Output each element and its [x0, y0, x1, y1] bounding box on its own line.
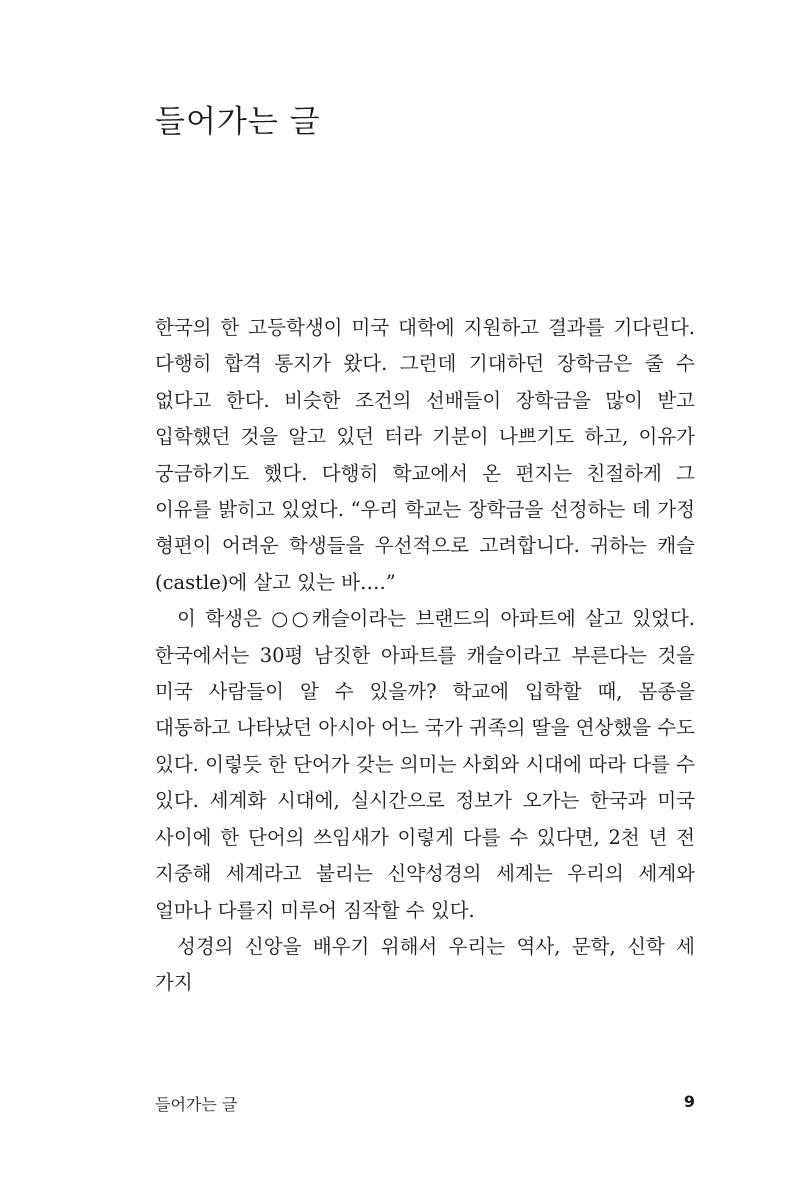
- body-text: [155, 310, 695, 1002]
- paragraph-1: 한국의 한 고등학생이 미국 대학에 지원하고 결과를 기다린다. 다행히 합격 통지가 왔다. 그런데 기대하던 장학금은 줄 수 없다고 한다. 비슷한 조건의 선배들이 장학금을 많이 받고 입학했던 것을 알고 있던 터라 기분이 나쁘기도 하고, 이유가 궁금하기도 했다. 다행히 학교에서 온 편지는 친절하게 그 이유를 밝히고 있었다. “우리 학교는 장학금을 선정하는 데 가정 형편이 어려운 학생들을 우선적으로 고려합니다. 귀하는 캐슬(castle)에 살고 있는 바….”: [155, 316, 695, 594]
- paragraph-3: 성경의 신앙을 배우기 위해서 우리는 역사, 문학, 신학 세 가지: [155, 934, 695, 995]
- paragraph-2: 이 학생은 ○○캐슬이라는 브랜드의 아파트에 살고 있었다. 한국에서는 30평 남짓한 아파트를 캐슬이라고 부른다는 것을 미국 사람들이 알 수 있을까? 학교에 입학할 때, 몸종을 대동하고 나타났던 아시아 어느 국가 귀족의 딸을 연상했을 수도 있다. 이렇듯 한 단어가 갖는 의미는 사회와 시대에 따라 다를 수 있다. 세계화 시대에, 실시간으로 정보가 오가는 한국과 미국 사이에 한 단어의 쓰임새가 이렇게 다를 수 있다면, 2천 년 전 지중해 세계라고 불리는 신약성경의 세계는 우리의 세계와 얼마나 다를지 미루어 짐작할 수 있다.: [155, 607, 695, 922]
- running-title: 들어가는 글: [155, 1095, 238, 1114]
- chapter-title: 들어가는 글: [155, 104, 321, 140]
- page-number: 9: [683, 1092, 695, 1111]
- page-footer: [155, 1092, 695, 1116]
